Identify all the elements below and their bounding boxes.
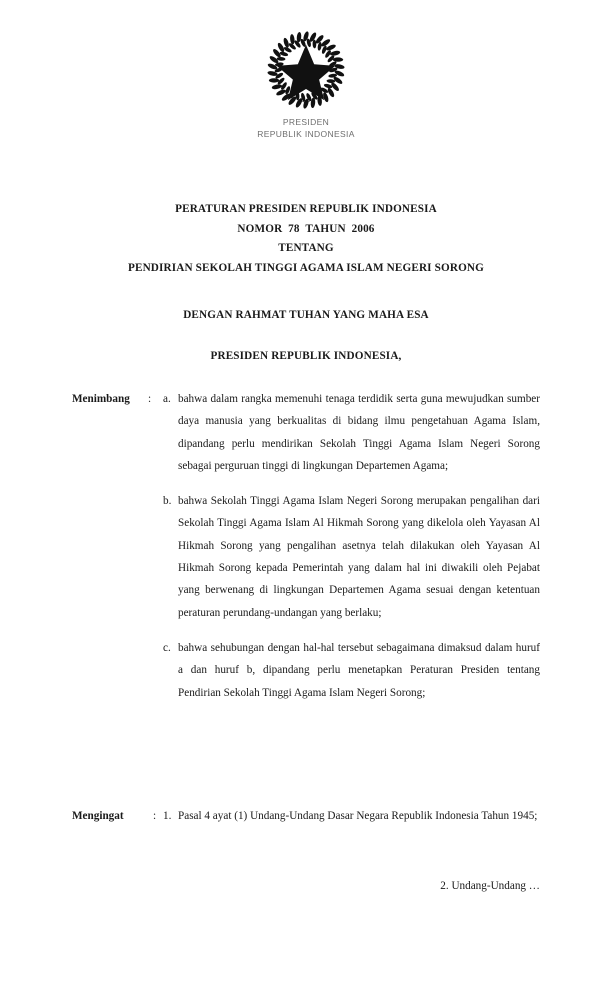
indonesia-presidential-seal-star-wreath-icon <box>264 28 348 112</box>
list-item-text: bahwa sehubungan dengan hal-hal tersebut sebagaimana dimaksud dalam huruf a dan huruf b, dipandang perlu menetapkan Peraturan Presiden tentang Pendirian Sekolah Tinggi Agama Islam Negeri Sorong; <box>178 641 540 699</box>
blessing-line: DENGAN RAHMAT TUHAN YANG MAHA ESA <box>183 309 429 321</box>
title-line-number-year: NOMOR 78 TAHUN 2006 <box>237 222 375 235</box>
list-item-text: bahwa Sekolah Tinggi Agama Islam Negeri Sorong merupakan pengalihan dari Sekolah Tinggi Agama Islam Al Hikmah Sorong yang dikelola oleh Yayasan Al Hikmah Sorong yang pengalihan asetnya telah dilakukan oleh Yayasan Al Hikmah Sorong kepada Pemerintah yang dalam hal ini diwakili oleh Pejabat yang berwenang di lingkungan Departemen Agama sesuai dengan ketentuan peraturan perundang-undangan yang berlaku; <box>178 495 540 619</box>
list-item <box>163 637 540 704</box>
title-line-tentang: TENTANG <box>278 242 334 254</box>
list-item <box>163 805 540 827</box>
list-item <box>163 490 540 624</box>
clause-colon-mengingat: : <box>153 810 157 822</box>
clause-colon-menimbang: : <box>148 393 152 405</box>
list-item-marker: b. <box>163 495 172 508</box>
list-item-marker: a. <box>163 393 171 405</box>
emblem-caption-line1: PRESIDEN <box>282 117 330 127</box>
list-item-text: Pasal 4 ayat (1) Undang-Undang Dasar Negara Republik Indonesia Tahun 1945; <box>178 810 538 822</box>
emblem-caption <box>0 117 612 140</box>
presidential-emblem-block <box>0 28 612 140</box>
menimbang-item-list <box>163 388 540 704</box>
list-item-marker: c. <box>163 641 171 654</box>
list-item-text: bahwa dalam rangka memenuhi tenaga terdidik serta guna mewujudkan sumber daya manusia yang berkualitas di bidang ilmu pengetahuan Agama Islam, dipandang perlu mendirikan Sekolah Tinggi Agama Islam Negeri Sorong sebagai perguruan tinggi di lingkungan Departemen Agama; <box>178 393 540 472</box>
clause-mengingat <box>72 805 540 827</box>
authority-line: PRESIDEN REPUBLIK INDONESIA, <box>210 350 402 362</box>
page-continuation-note: 2. Undang-Undang … <box>440 880 540 892</box>
clause-label-menimbang: Menimbang <box>72 393 130 405</box>
document-title-block <box>0 200 612 278</box>
title-line-regulation: PERATURAN PRESIDEN REPUBLIK INDONESIA <box>175 203 437 215</box>
mengingat-item-list <box>163 805 540 827</box>
title-line-subject: PENDIRIAN SEKOLAH TINGGI AGAMA ISLAM NEGERI SORONG <box>127 261 485 274</box>
clause-menimbang <box>72 388 540 704</box>
list-item-marker: 1. <box>163 810 172 822</box>
emblem-caption-line2: REPUBLIK INDONESIA <box>257 128 355 139</box>
clause-label-mengingat: Mengingat <box>72 810 124 822</box>
list-item <box>163 388 540 477</box>
